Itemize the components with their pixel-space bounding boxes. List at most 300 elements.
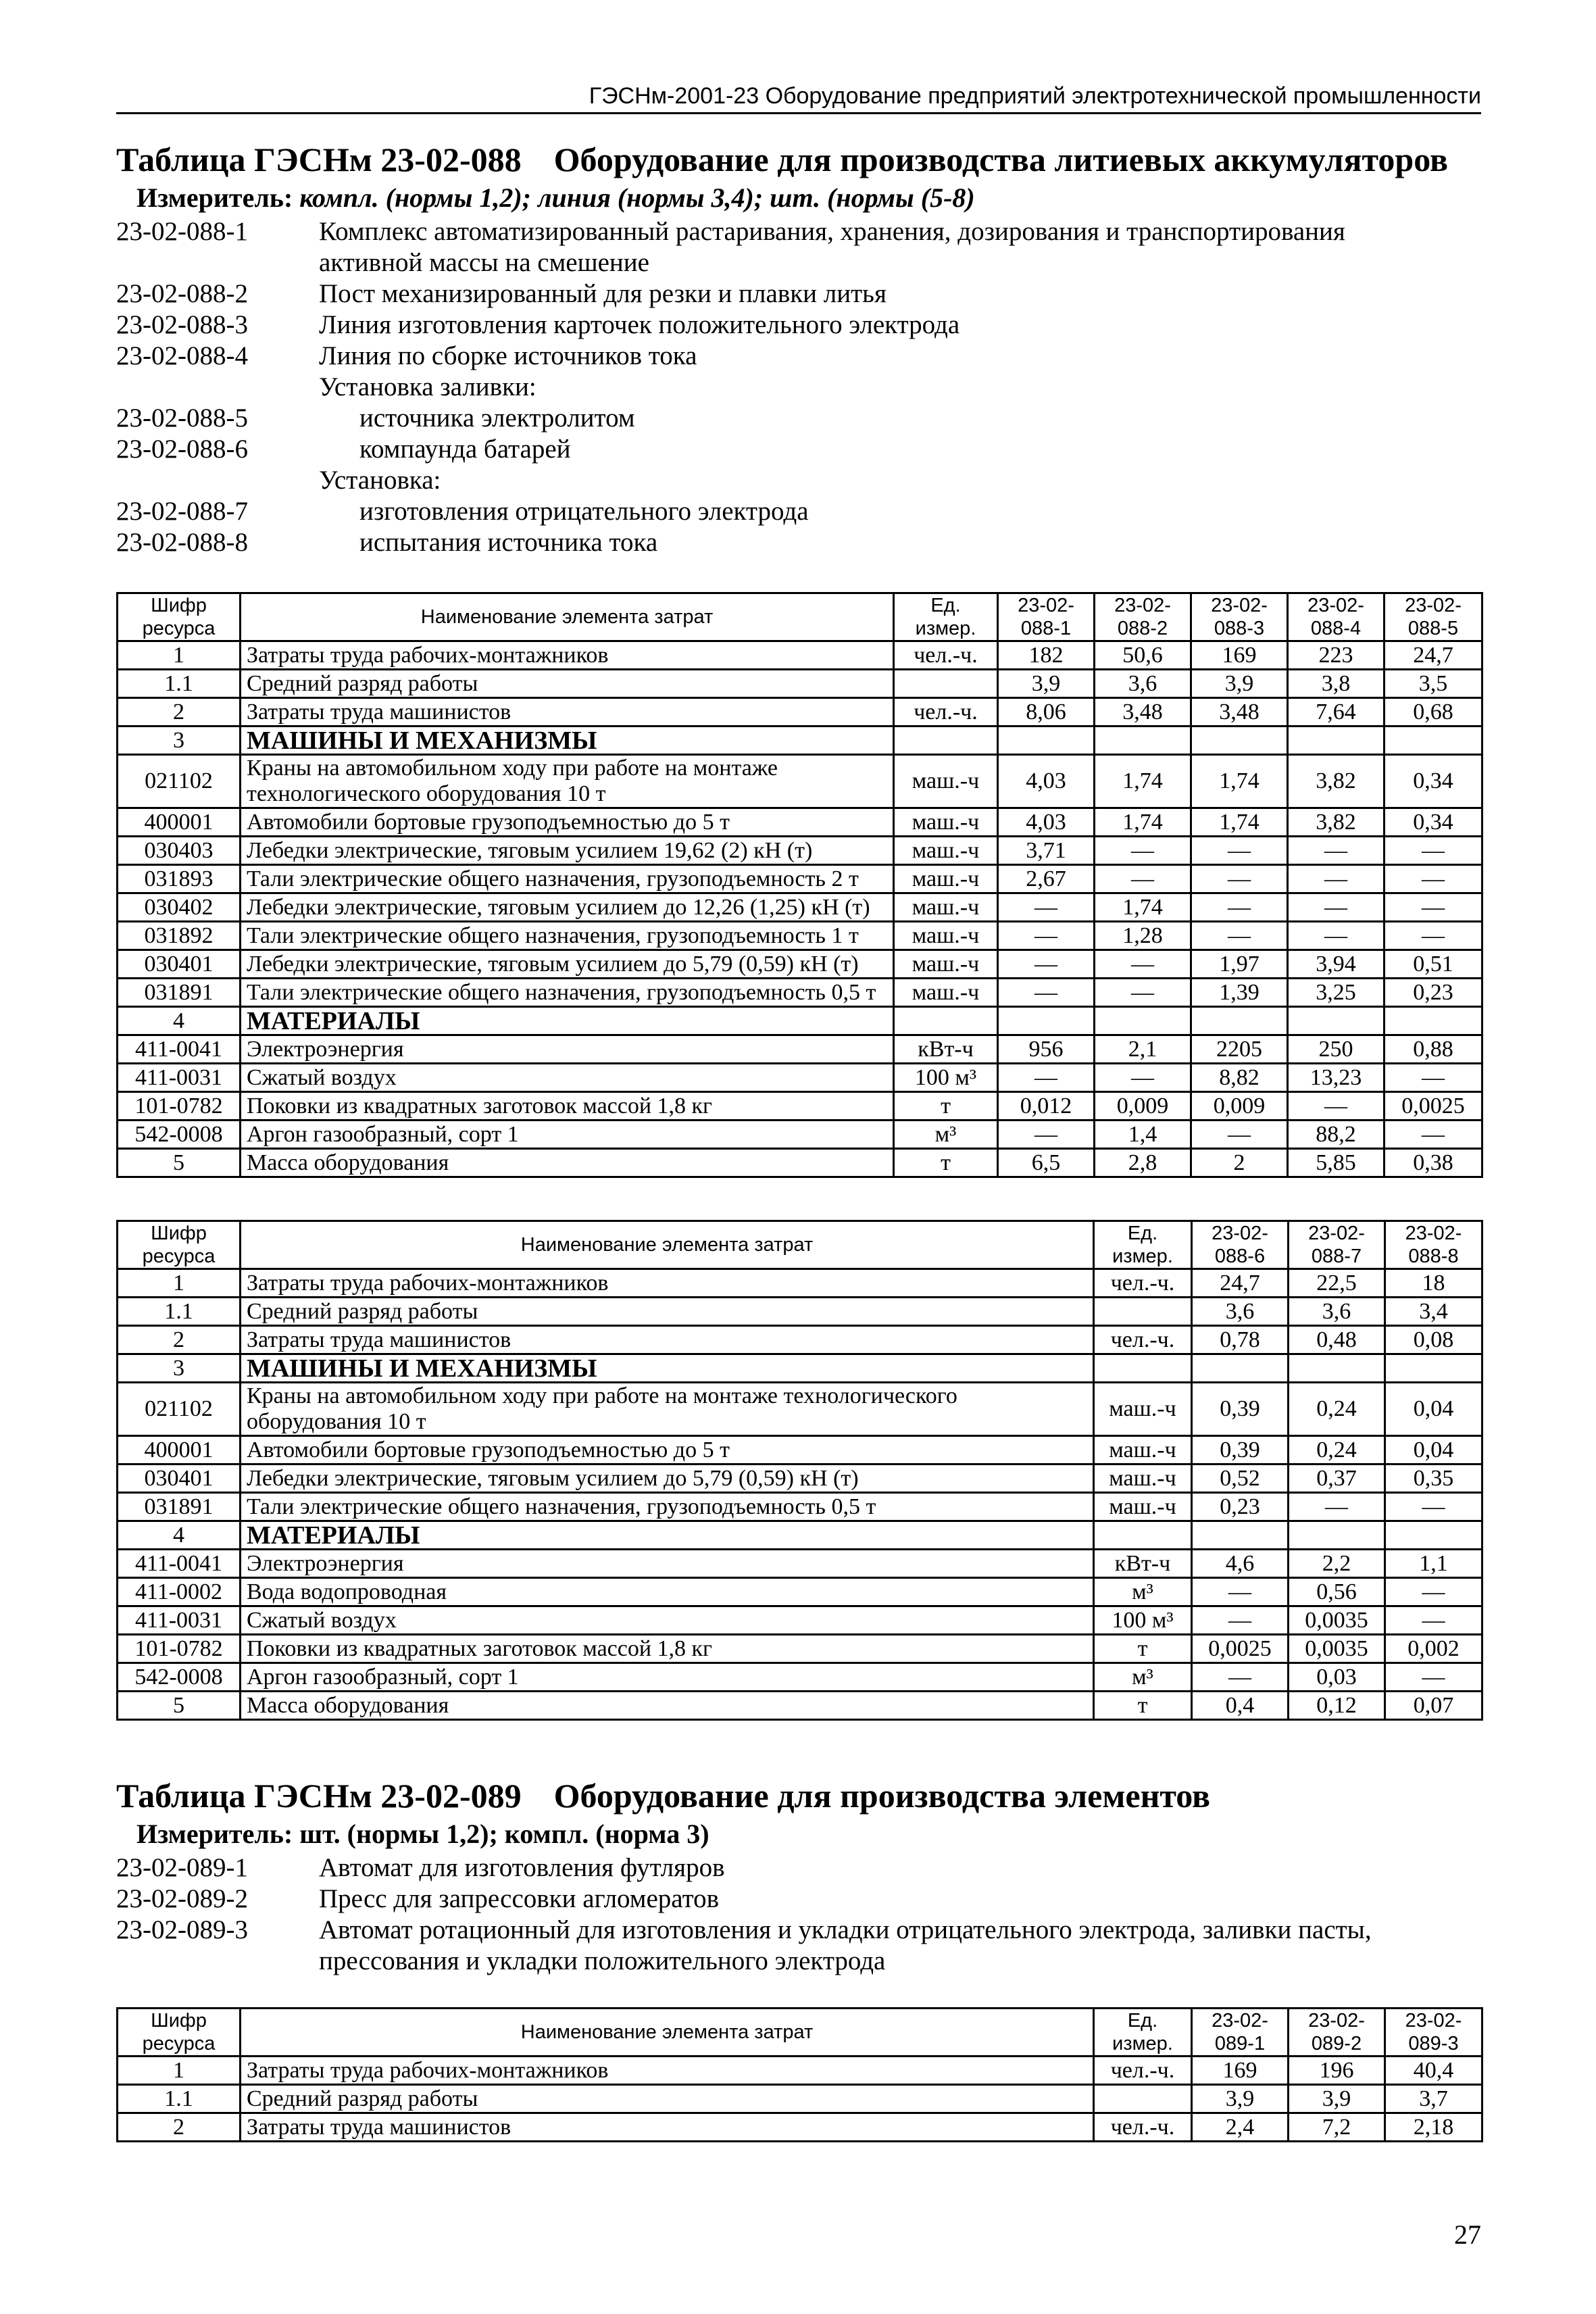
resource-code-cell: 400001 [118,1436,241,1464]
cost-element-name-cell: Автомобили бортовые грузоподъемностью до 5 т [241,1436,1094,1464]
header-unit: Ед. измер. [1094,2009,1192,2057]
value-cell: — [1095,1064,1191,1092]
norm-description: источника электролитом [359,403,635,433]
value-cell [1191,1007,1288,1035]
norm-code-row [116,247,1481,278]
cost-element-name-cell: Сжатый воздух [241,1064,894,1092]
header-norm-column: 23-02-089-2 [1289,2009,1385,2057]
table-row [118,1269,1482,1298]
value-cell [1192,1521,1289,1550]
unit-cell: чел.-ч. [894,698,998,727]
section-088 [116,138,1481,558]
value-cell: — [1385,1493,1482,1521]
unit-cell: маш.-ч [1094,1383,1192,1436]
cost-element-name-cell: Поковки из квадратных заготовок массой 1,8 кг [241,1092,894,1121]
norm-code: 23-02-088-3 [116,310,248,339]
value-cell [998,1007,1095,1035]
value-cell: 0,012 [998,1092,1095,1121]
resource-code-cell: 411-0041 [118,1035,241,1064]
norm-code-row [116,310,1481,341]
cost-element-name-cell: Средний разряд работы [241,670,894,698]
value-cell: 0,12 [1289,1692,1385,1720]
table-code: Таблица ГЭСНм 23-02-089 [116,1777,522,1815]
value-cell: — [1191,865,1288,893]
value-cell: — [1192,1578,1289,1606]
unit-cell: маш.-ч [894,755,998,808]
value-cell: 3,9 [1289,2085,1385,2113]
value-cell: 1,4 [1095,1121,1191,1149]
value-cell: 3,48 [1191,698,1288,727]
resource-code-cell: 1.1 [118,670,241,698]
header-norm-column: 23-02-089-3 [1385,2009,1482,2057]
value-cell: 0,24 [1289,1436,1385,1464]
cost-element-name-cell: Лебедки электрические, тяговым усилием до 12,26 (1,25) кН (т) [241,893,894,922]
table-row [118,755,1482,808]
header-name: Наименование элемента затрат [241,2009,1094,2057]
value-cell: 0,23 [1385,979,1482,1007]
resource-code-cell: 2 [118,2113,241,2142]
header-name: Наименование элемента затрат [241,1221,1094,1269]
unit-cell [1094,1298,1192,1326]
value-cell: 3,82 [1288,808,1385,837]
value-cell: 0,39 [1192,1436,1289,1464]
unit-cell: маш.-ч [1094,1464,1192,1493]
header-norm-column: 23-02-088-6 [1192,1221,1289,1269]
unit-cell: чел.-ч. [1094,2113,1192,2142]
cost-element-name-cell: Средний разряд работы [241,2085,1094,2113]
resource-code-cell: 5 [118,1149,241,1177]
value-cell: 0,35 [1385,1464,1482,1493]
resource-code-cell: 4 [118,1521,241,1550]
unit-cell: м³ [1094,1663,1192,1692]
norm-description: Автомат ротационный для изготовления и укладки отрицательного электрода, заливки пасты, [319,1915,1372,1944]
value-cell: 0,07 [1385,1692,1482,1720]
value-cell: 169 [1191,641,1288,670]
value-cell: — [998,1121,1095,1149]
section-row [118,727,1482,755]
resource-code-cell: 542-0008 [118,1663,241,1692]
resource-code-cell: 1 [118,2057,241,2085]
cost-element-name-cell: Краны на автомобильном ходу при работе на монтаже технологического оборудования 10 т [241,755,894,808]
value-cell: — [1288,865,1385,893]
unit-cell: т [894,1092,998,1121]
value-cell: — [1095,837,1191,865]
unit-cell: т [1094,1692,1192,1720]
header-norm-column: 23-02-088-2 [1095,593,1191,641]
value-cell: 2,18 [1385,2113,1482,2142]
table-row [118,1493,1482,1521]
table-row [118,1692,1482,1720]
norm-code-row [116,527,1481,558]
cost-element-name-cell: Лебедки электрические, тяговым усилием 19,62 (2) кН (т) [241,837,894,865]
norm-description: Пост механизированный для резки и плавки литья [319,279,887,308]
value-cell [1385,1007,1482,1035]
cost-element-name-cell: Затраты труда рабочих-монтажников [241,2057,1094,2085]
resource-code-cell: 1.1 [118,1298,241,1326]
resource-code-cell: 031893 [118,865,241,893]
table-row [118,1635,1482,1663]
norm-code-row [116,372,1481,403]
value-cell [1192,1354,1289,1383]
header-code: Шифр ресурса [118,593,241,641]
table-title-089 [116,1774,1481,1817]
value-cell: 0,34 [1385,808,1482,837]
norm-description: изготовления отрицательного электрода [359,497,809,526]
value-cell: 0,04 [1385,1436,1482,1464]
cost-element-name-cell: Затраты труда рабочих-монтажников [241,641,894,670]
norm-code: 23-02-089-3 [116,1915,248,1944]
resource-code-cell: 5 [118,1692,241,1720]
header-norm-column: 23-02-088-3 [1191,593,1288,641]
value-cell: 0,0035 [1289,1606,1385,1635]
unit-cell: маш.-ч [1094,1493,1192,1521]
value-cell: 7,2 [1289,2113,1385,2142]
value-cell: 7,64 [1288,698,1385,727]
value-cell: 1,97 [1191,950,1288,979]
value-cell: — [998,922,1095,950]
resource-code-cell: 101-0782 [118,1092,241,1121]
value-cell: 1,28 [1095,922,1191,950]
value-cell: 40,4 [1385,2057,1482,2085]
value-cell: 2,8 [1095,1149,1191,1177]
resource-code-cell: 030401 [118,1464,241,1493]
table-row [118,893,1482,922]
cost-element-name-cell: Тали электрические общего назначения, грузоподъемность 0,5 т [241,1493,1094,1521]
resource-code-cell: 411-0002 [118,1578,241,1606]
table-body [118,1269,1482,1720]
page-number: 27 [1454,2219,1481,2250]
resource-code-cell: 400001 [118,808,241,837]
value-cell: — [1192,1606,1289,1635]
unit-cell: кВт-ч [894,1035,998,1064]
measurer-line [136,181,1481,215]
table-row [118,922,1482,950]
value-cell: 0,52 [1192,1464,1289,1493]
norm-table-088-6-8 [116,1220,1483,1721]
measurer-text: компл. (нормы 1,2); линия (нормы 3,4); шт. (нормы (5-8) [299,182,975,213]
value-cell: 0,48 [1289,1326,1385,1354]
norm-description: испытания источника тока [359,528,658,557]
norm-code [116,247,319,278]
value-cell: 2,4 [1192,2113,1289,2142]
value-cell: — [1385,1663,1482,1692]
table-row [118,2057,1482,2085]
value-cell: — [1095,865,1191,893]
value-cell: 0,0025 [1192,1635,1289,1663]
unit-cell [1094,2085,1192,2113]
cost-element-name-cell: Затраты труда машинистов [241,698,894,727]
resource-code-cell: 021102 [118,1383,241,1436]
value-cell: 3,71 [998,837,1095,865]
table-row [118,1035,1482,1064]
value-cell: — [1288,922,1385,950]
norm-code-row [116,434,1481,465]
value-cell: 3,9 [998,670,1095,698]
value-cell: 1,39 [1191,979,1288,1007]
value-cell: 2 [1191,1149,1288,1177]
value-cell [1289,1354,1385,1383]
value-cell: — [1385,865,1482,893]
value-cell: 2,2 [1289,1550,1385,1578]
norm-code-row [116,1852,1481,1884]
running-head: ГЭСНм-2001-23 Оборудование предприятий электротехнической промышленности [589,83,1481,109]
resource-code-cell: 101-0782 [118,1635,241,1663]
norm-code-row [116,403,1481,434]
norm-code: 23-02-088-1 [116,217,248,246]
value-cell: — [1385,1578,1482,1606]
value-cell: 8,06 [998,698,1095,727]
value-cell: — [1191,922,1288,950]
table-row [118,865,1482,893]
value-cell: 1,74 [1191,755,1288,808]
unit-cell: т [894,1149,998,1177]
value-cell: 3,6 [1289,1298,1385,1326]
unit-cell: чел.-ч. [1094,1269,1192,1298]
cost-element-name-cell: Электроэнергия [241,1550,1094,1578]
cost-element-name-cell: Сжатый воздух [241,1606,1094,1635]
value-cell: 3,6 [1192,1298,1289,1326]
value-cell: — [998,979,1095,1007]
header-norm-column: 23-02-088-8 [1385,1221,1482,1269]
header-norm-column: 23-02-088-7 [1289,1221,1385,1269]
unit-cell [894,670,998,698]
cost-element-name-cell: Вода водопроводная [241,1578,1094,1606]
cost-element-name-cell: МАШИНЫ И МЕХАНИЗМЫ [241,1354,1094,1383]
cost-element-name-cell: Затраты труда машинистов [241,1326,1094,1354]
value-cell: 0,68 [1385,698,1482,727]
cost-element-name-cell: МАШИНЫ И МЕХАНИЗМЫ [241,727,894,755]
table-row [118,670,1482,698]
value-cell [1289,1521,1385,1550]
value-cell: 3,6 [1095,670,1191,698]
value-cell: 250 [1288,1035,1385,1064]
norm-code-row [116,216,1481,247]
cost-element-name-cell: Тали электрические общего назначения, грузоподъемность 0,5 т [241,979,894,1007]
value-cell: 3,48 [1095,698,1191,727]
section-row [118,1354,1482,1383]
value-cell: 0,0025 [1385,1092,1482,1121]
value-cell: 1,74 [1095,755,1191,808]
value-cell: 24,7 [1385,641,1482,670]
table-subject: Оборудование для производства литиевых аккумуляторов [553,141,1448,178]
norm-code: 23-02-088-8 [116,528,248,557]
header-norm-column: 23-02-088-1 [998,593,1095,641]
resource-code-cell: 411-0031 [118,1606,241,1635]
table-code: Таблица ГЭСНм 23-02-088 [116,141,522,178]
value-cell: — [1191,837,1288,865]
cost-element-name-cell: Поковки из квадратных заготовок массой 1,8 кг [241,1635,1094,1663]
value-cell: 0,39 [1192,1383,1289,1436]
value-cell [1385,727,1482,755]
norm-code: 23-02-088-7 [116,497,248,526]
value-cell: 0,78 [1192,1326,1289,1354]
norm-table-088-1-5 [116,592,1483,1178]
resource-code-cell: 031891 [118,1493,241,1521]
cost-element-name-cell: Лебедки электрические, тяговым усилием до 5,79 (0,59) кН (т) [241,1464,1094,1493]
norm-code: 23-02-088-6 [116,435,248,464]
header-row [118,2009,1482,2057]
value-cell: 0,34 [1385,755,1482,808]
table-row [118,1606,1482,1635]
resource-code-cell: 031891 [118,979,241,1007]
value-cell: 1,74 [1095,893,1191,922]
cost-element-name-cell: Масса оборудования [241,1149,894,1177]
unit-cell: маш.-ч [894,922,998,950]
norm-description: Установка: [319,466,441,495]
unit-cell: маш.-ч [894,893,998,922]
value-cell: — [1095,979,1191,1007]
cost-element-name-cell: Краны на автомобильном ходу при работе на монтаже технологического оборудования 10 т [241,1383,1094,1436]
unit-cell: чел.-ч. [1094,1326,1192,1354]
value-cell: 223 [1288,641,1385,670]
norm-code-row [116,496,1481,527]
norm-code: 23-02-088-4 [116,341,248,370]
resource-code-cell: 021102 [118,755,241,808]
value-cell: 956 [998,1035,1095,1064]
resource-code-cell: 031892 [118,922,241,950]
value-cell: — [1288,893,1385,922]
norm-code-row [116,465,1481,496]
resource-code-cell: 411-0041 [118,1550,241,1578]
norm-table-089 [116,2007,1483,2142]
unit-cell: маш.-ч [894,950,998,979]
value-cell: — [998,893,1095,922]
value-cell: 24,7 [1192,1269,1289,1298]
table-row [118,698,1482,727]
value-cell: 0,002 [1385,1635,1482,1663]
value-cell: 196 [1289,2057,1385,2085]
table-row [118,2085,1482,2113]
table-row [118,1064,1482,1092]
cost-element-name-cell: Аргон газообразный, сорт 1 [241,1121,894,1149]
cost-element-name-cell: МАТЕРИАЛЫ [241,1007,894,1035]
table-row [118,2113,1482,2142]
value-cell: 169 [1192,2057,1289,2085]
header-code: Шифр ресурса [118,1221,241,1269]
table-row [118,1436,1482,1464]
value-cell: 0,08 [1385,1326,1482,1354]
table-row [118,950,1482,979]
value-cell: — [1095,950,1191,979]
value-cell: 3,8 [1288,670,1385,698]
value-cell: — [1192,1663,1289,1692]
value-cell: 18 [1385,1269,1482,1298]
unit-cell: маш.-ч [894,865,998,893]
value-cell: 0,4 [1192,1692,1289,1720]
value-cell: — [1288,837,1385,865]
value-cell: 3,82 [1288,755,1385,808]
value-cell: 2,67 [998,865,1095,893]
norm-code-row [116,1884,1481,1915]
value-cell: 6,5 [998,1149,1095,1177]
value-cell: 3,9 [1192,2085,1289,2113]
norm-description: Пресс для запрессовки агломератов [319,1884,720,1913]
value-cell: — [1288,1092,1385,1121]
unit-cell [1094,1521,1192,1550]
resource-code-cell: 2 [118,698,241,727]
cost-element-name-cell: Тали электрические общего назначения, грузоподъемность 1 т [241,922,894,950]
resource-code-cell: 030402 [118,893,241,922]
measurer-label: Измеритель: [136,1819,293,1849]
cost-element-name-cell: Электроэнергия [241,1035,894,1064]
value-cell: — [1385,1121,1482,1149]
cost-element-name-cell: Затраты труда машинистов [241,2113,1094,2142]
value-cell [998,727,1095,755]
norm-code: 23-02-088-2 [116,279,248,308]
value-cell: 0,009 [1191,1092,1288,1121]
value-cell [1385,1521,1482,1550]
section-089 [116,1774,1481,1977]
value-cell: — [998,1064,1095,1092]
unit-cell: маш.-ч [894,979,998,1007]
header-name: Наименование элемента затрат [241,593,894,641]
value-cell: 4,6 [1192,1550,1289,1578]
norm-description: Установка заливки: [319,372,537,401]
unit-cell [894,1007,998,1035]
table-row [118,979,1482,1007]
value-cell: 1,74 [1191,808,1288,837]
header-row [118,1221,1482,1269]
value-cell [1095,727,1191,755]
resource-code-cell: 542-0008 [118,1121,241,1149]
value-cell: — [1385,922,1482,950]
resource-code-cell: 1 [118,641,241,670]
value-cell: 0,38 [1385,1149,1482,1177]
norm-description: Автомат для изготовления футляров [319,1853,725,1882]
unit-cell [1094,1354,1192,1383]
cost-element-name-cell: Средний разряд работы [241,1298,1094,1326]
resource-code-cell: 3 [118,1354,241,1383]
value-cell: 0,56 [1289,1578,1385,1606]
value-cell: 88,2 [1288,1121,1385,1149]
table-row [118,1663,1482,1692]
resource-code-cell: 411-0031 [118,1064,241,1092]
norm-description: активной массы на смешение [319,248,649,277]
value-cell: 3,7 [1385,2085,1482,2113]
value-cell: 1,74 [1095,808,1191,837]
value-cell: — [1191,1121,1288,1149]
table-row [118,1383,1482,1436]
value-cell [1191,727,1288,755]
table-row [118,1092,1482,1121]
value-cell: 8,82 [1191,1064,1288,1092]
measurer-text: шт. (нормы 1,2); компл. (норма 3) [299,1819,709,1849]
cost-element-name-cell: Аргон газообразный, сорт 1 [241,1663,1094,1692]
norm-description: Линия по сборке источников тока [319,341,697,370]
value-cell: 2205 [1191,1035,1288,1064]
value-cell: 0,009 [1095,1092,1191,1121]
cost-element-name-cell: Масса оборудования [241,1692,1094,1720]
value-cell: 0,04 [1385,1383,1482,1436]
table-title-088 [116,138,1481,181]
resource-code-cell: 1 [118,1269,241,1298]
unit-cell: 100 м³ [1094,1606,1192,1635]
norm-description: Линия изготовления карточек положительного электрода [319,310,960,339]
norm-code-row [116,1946,1481,1977]
cost-element-name-cell: Затраты труда рабочих-монтажников [241,1269,1094,1298]
norm-code-list [116,216,1481,558]
cost-element-name-cell: Автомобили бортовые грузоподъемностью до 5 т [241,808,894,837]
header-unit: Ед. измер. [1094,1221,1192,1269]
cost-element-name-cell: Лебедки электрические, тяговым усилием до 5,79 (0,59) кН (т) [241,950,894,979]
unit-cell: маш.-ч [894,837,998,865]
value-cell: 13,23 [1288,1064,1385,1092]
value-cell [1288,1007,1385,1035]
unit-cell: м³ [1094,1578,1192,1606]
value-cell: 0,0035 [1289,1635,1385,1663]
norm-code [116,465,319,496]
table-body [118,2057,1482,2142]
